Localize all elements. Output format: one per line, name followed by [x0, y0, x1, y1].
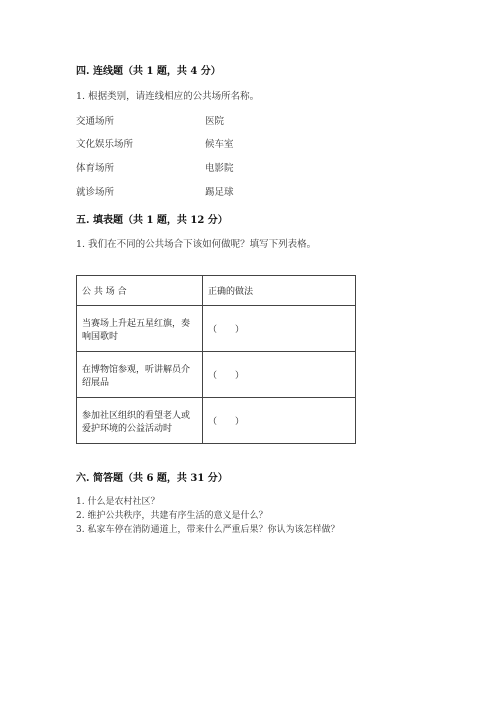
short-answer-question: 1. 什么是农村社区？: [76, 497, 160, 507]
table-cell-place: 参加社区组织的看望老人或爱护环境的公益活动时: [77, 398, 203, 444]
short-answer-question: 2. 维护公共秩序，共建有序生活的意义是什么？: [76, 511, 268, 521]
section-5-title: 五. 填表题（共 1 题，共 12 分）: [76, 215, 228, 226]
table-cell-place: 在博物馆参观，听讲解员介绍展品: [77, 352, 203, 398]
match-left-item: 就诊场所: [76, 187, 115, 198]
table-header-row: [77, 276, 356, 306]
section-4-question: 1. 根据类别，请连线相应的公共场所名称。: [76, 91, 260, 102]
table-cell-place: 当赛场上升起五星红旗，奏响国歌时: [77, 306, 203, 352]
match-right-item: 医院: [205, 116, 225, 127]
match-right-item: 候车室: [205, 139, 234, 150]
table-cell-answer-blank[interactable]: （ ）: [203, 306, 356, 352]
match-left-item: 交通场所: [76, 116, 115, 127]
table-cell-answer-blank[interactable]: （ ）: [203, 352, 356, 398]
section-5-question: 1. 我们在不同的公共场合下该如何做呢？填写下列表格。: [76, 239, 317, 250]
table-header-place: 公 共 场 合: [77, 276, 203, 306]
section-6-title: 六. 简答题（共 6 题，共 31 分）: [76, 473, 228, 484]
table-header-practice: 正确的做法: [203, 276, 356, 306]
match-right-item: 电影院: [205, 163, 234, 174]
match-left-item: 文化娱乐场所: [76, 139, 134, 150]
table-cell-answer-blank[interactable]: （ ）: [203, 398, 356, 444]
table-row: [77, 306, 356, 352]
table-row: [77, 398, 356, 444]
match-left-item: 体育场所: [76, 163, 115, 174]
short-answer-question: 3. 私家车停在消防通道上，带来什么严重后果？你认为该怎样做？: [76, 525, 340, 535]
match-right-item: 踢足球: [205, 187, 234, 198]
table-row: [77, 352, 356, 398]
section-4-title: 四. 连线题（共 1 题，共 4 分）: [76, 66, 221, 77]
fill-table: [76, 275, 356, 444]
